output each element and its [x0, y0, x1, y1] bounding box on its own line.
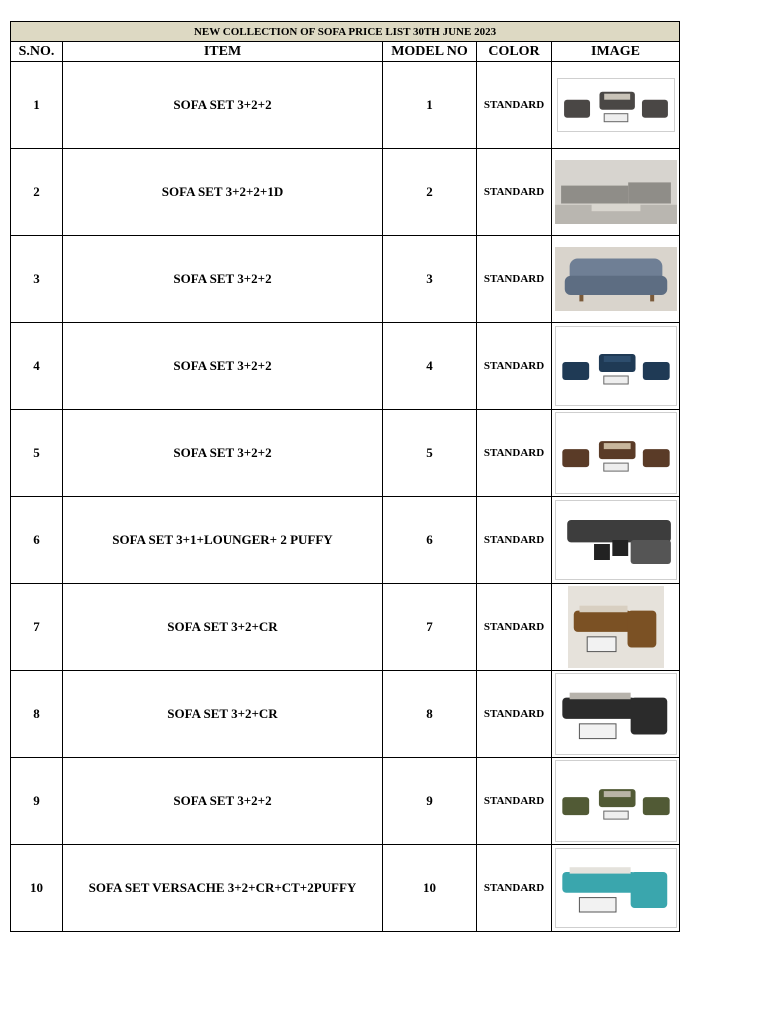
sheet-title: NEW COLLECTION OF SOFA PRICE LIST 30TH JUNE 2023: [11, 22, 680, 42]
table-row: [11, 62, 680, 149]
row-item: SOFA SET VERSACHE 3+2+CR+CT+2PUFFY: [63, 845, 383, 932]
row-item: SOFA SET 3+2+2: [63, 236, 383, 323]
row-image-cell: [552, 236, 680, 323]
row-sno: 8: [11, 671, 63, 758]
row-image-cell: [552, 845, 680, 932]
header-model: MODEL NO: [383, 42, 477, 62]
table-row: [11, 671, 680, 758]
row-model-no: 6: [383, 497, 477, 584]
header-image: IMAGE: [552, 42, 680, 62]
sofa-image-7: [568, 586, 664, 668]
row-item: SOFA SET 3+2+2+1D: [63, 149, 383, 236]
row-color: STANDARD: [477, 758, 552, 845]
row-item: SOFA SET 3+1+LOUNGER+ 2 PUFFY: [63, 497, 383, 584]
title-row: [11, 22, 680, 42]
row-image-cell: [552, 584, 680, 671]
row-model-no: 1: [383, 62, 477, 149]
row-image-cell: [552, 323, 680, 410]
row-color: STANDARD: [477, 236, 552, 323]
row-model-no: 8: [383, 671, 477, 758]
row-image-cell: [552, 62, 680, 149]
row-item: SOFA SET 3+2+CR: [63, 584, 383, 671]
sofa-image-8: [555, 673, 677, 755]
row-sno: 2: [11, 149, 63, 236]
row-image-cell: [552, 410, 680, 497]
row-color: STANDARD: [477, 323, 552, 410]
table-row: [11, 584, 680, 671]
row-item: SOFA SET 3+2+2: [63, 410, 383, 497]
row-item: SOFA SET 3+2+2: [63, 758, 383, 845]
row-sno: 3: [11, 236, 63, 323]
sofa-image-6: [555, 500, 677, 580]
row-color: STANDARD: [477, 497, 552, 584]
row-item: SOFA SET 3+2+2: [63, 323, 383, 410]
row-model-no: 9: [383, 758, 477, 845]
row-model-no: 7: [383, 584, 477, 671]
row-sno: 6: [11, 497, 63, 584]
header-item: ITEM: [63, 42, 383, 62]
table-row: [11, 497, 680, 584]
row-image-cell: [552, 671, 680, 758]
sofa-image-5: [555, 412, 677, 494]
row-image-cell: [552, 758, 680, 845]
row-color: STANDARD: [477, 671, 552, 758]
row-color: STANDARD: [477, 845, 552, 932]
table-row: [11, 323, 680, 410]
table-row: [11, 410, 680, 497]
table-row: [11, 758, 680, 845]
row-item: SOFA SET 3+2+CR: [63, 671, 383, 758]
sofa-image-9: [555, 760, 677, 842]
row-sno: 1: [11, 62, 63, 149]
sofa-image-3: [555, 247, 677, 311]
table-row: [11, 845, 680, 932]
row-model-no: 5: [383, 410, 477, 497]
row-image-cell: [552, 149, 680, 236]
row-sno: 7: [11, 584, 63, 671]
row-color: STANDARD: [477, 584, 552, 671]
price-list-table: [10, 21, 680, 932]
header-sno: S.NO.: [11, 42, 63, 62]
row-model-no: 10: [383, 845, 477, 932]
row-sno: 10: [11, 845, 63, 932]
row-model-no: 2: [383, 149, 477, 236]
row-model-no: 4: [383, 323, 477, 410]
row-color: STANDARD: [477, 62, 552, 149]
row-sno: 5: [11, 410, 63, 497]
row-sno: 9: [11, 758, 63, 845]
sofa-image-10: [555, 848, 677, 928]
row-model-no: 3: [383, 236, 477, 323]
row-item: SOFA SET 3+2+2: [63, 62, 383, 149]
header-row: [11, 42, 680, 62]
sofa-image-2: [555, 160, 677, 224]
header-color: COLOR: [477, 42, 552, 62]
table-row: [11, 236, 680, 323]
row-image-cell: [552, 497, 680, 584]
sofa-image-4: [555, 326, 677, 406]
sofa-image-1: [557, 78, 675, 132]
row-color: STANDARD: [477, 149, 552, 236]
row-sno: 4: [11, 323, 63, 410]
row-color: STANDARD: [477, 410, 552, 497]
table-row: [11, 149, 680, 236]
